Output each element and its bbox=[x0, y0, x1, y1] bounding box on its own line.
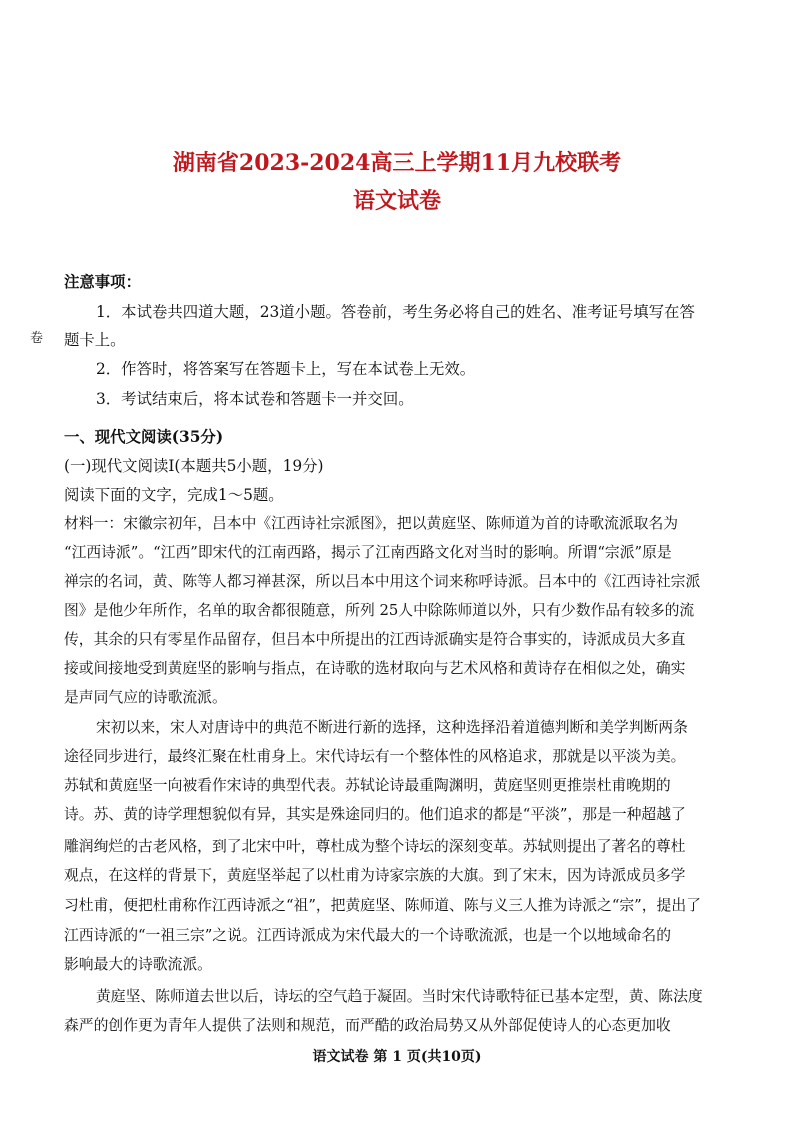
notice-heading: 注意事项： bbox=[64, 273, 141, 291]
passage-line: 观点，在这样的背景下，黄庭坚举起了以杜甫为诗家宗族的大旗。到了宋末，因为诗派成员多学 bbox=[64, 867, 686, 884]
section-instruction: 阅读下面的文字，完成1～5题。 bbox=[64, 486, 284, 504]
notice-item: 3．考试结束后，将本试卷和答题卡一并交回。 bbox=[96, 390, 414, 408]
notice-item: 题卡上。 bbox=[64, 331, 126, 349]
passage-line: 途径同步进行，最终汇聚在杜甫身上。宋代诗坛有一个整体性的风格追求，那就是以平淡为美。 bbox=[64, 748, 686, 765]
passage-line: 禅宗的名词，黄、陈等人都习禅甚深，所以吕本中用这个词来称呼诗派。吕本中的《江西诗社宗派 bbox=[64, 573, 701, 590]
passage-line: 接或间接地受到黄庭坚的影响与指点，在诗歌的选材取向与艺术风格和黄诗存在相似之处，确实 bbox=[64, 660, 686, 677]
passage-line: 苏轼和黄庭坚一向被看作宋诗的典型代表。苏轼论诗最重陶渊明，黄庭坚则更推崇杜甫晚期的 bbox=[64, 777, 671, 794]
passage-line: “江西诗派”。“江西”即宋代的江南西路，揭示了江南西路文化对当时的影响。所谓“宗派”原是 bbox=[64, 544, 672, 561]
passage-line: 传，其余的只有零星作品留存，但吕本中所提出的江西诗派确实是符合事实的，诗派成员大多直 bbox=[64, 631, 686, 648]
notice-item: 1．本试卷共四道大题，23道小题。答卷前，考生务必将自己的姓名、准考证号填写在答 bbox=[96, 303, 695, 321]
passage-line: 黄庭坚、陈师道去世以后，诗坛的空气趋于凝固。当时宋代诗歌特征已基本定型，黄、陈法度 bbox=[96, 988, 703, 1005]
exam-subtitle: 语文试卷 bbox=[352, 188, 441, 214]
side-mark: 卷 bbox=[30, 331, 44, 346]
passage-line: 江西诗派的“一祖三宗”之说。江西诗派成为宋代最大的一个诗歌流派，也是一个以地域命名的 bbox=[64, 927, 672, 944]
passage-line: 影响最大的诗歌流派。 bbox=[64, 956, 212, 973]
passage-line: 是声同气应的诗歌流派。 bbox=[64, 689, 227, 706]
passage-line: 图》是他少年所作，名单的取舍都很随意，所列 25人中除陈师道以外，只有少数作品有较多的流 bbox=[64, 602, 695, 619]
passage-line: 诗。苏、黄的诗学理想貌似有异，其实是殊途同归的。他们追求的都是“平淡”，那是一种超越了 bbox=[64, 806, 686, 823]
passage-line: 习杜甫，便把杜甫称作江西诗派之“祖”，把黄庭坚、陈师道、陈与义三人推为诗派之“宗”，提出了 bbox=[64, 897, 701, 914]
section-subheading: (一)现代文阅读Ⅰ(本题共5小题，19分) bbox=[64, 457, 324, 475]
passage-line: 森严的创作更为青年人提供了法则和规范，而严酷的政治局势又从外部促使诗人的心态更加收 bbox=[64, 1017, 671, 1034]
passage-line: 雕润绚烂的古老风格，到了北宋中叶，尊杜成为整个诗坛的深刻变革。苏轼则提出了著名的尊杜 bbox=[64, 838, 686, 855]
page-footer: 语文试卷 第 1 页(共10页) bbox=[312, 1049, 482, 1065]
exam-title: 湖南省2023-2024高三上学期11月九校联考 bbox=[172, 150, 622, 176]
passage-line: 材料一：宋徽宗初年，吕本中《江西诗社宗派图》，把以黄庭坚、陈师道为首的诗歌流派取名为 bbox=[64, 515, 679, 532]
section-heading: 一、现代文阅读(35分) bbox=[64, 428, 224, 446]
passage-line: 宋初以来，宋人对唐诗中的典范不断进行新的选择，这种选择沿着道德判断和美学判断两条 bbox=[96, 719, 688, 736]
notice-item: 2．作答时，将答案写在答题卡上，写在本试卷上无效。 bbox=[96, 360, 476, 378]
